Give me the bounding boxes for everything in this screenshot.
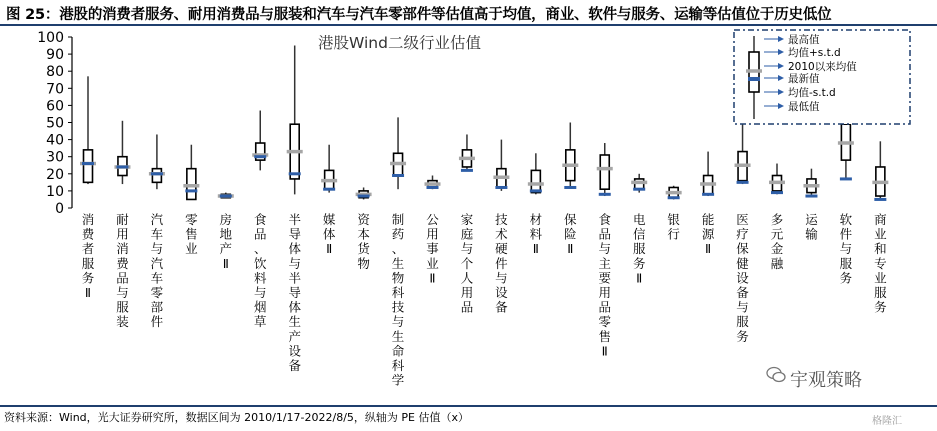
y-tick-label: 60 xyxy=(46,98,64,115)
box-24 xyxy=(872,141,888,199)
category-label: 运输 xyxy=(805,212,818,242)
y-tick-label: 80 xyxy=(46,64,64,81)
iqr-box xyxy=(600,155,609,189)
box-22 xyxy=(803,169,819,196)
box-9 xyxy=(356,187,372,199)
y-tick-label: 70 xyxy=(46,81,64,98)
category-label: 资本货物 xyxy=(357,212,370,271)
box-14 xyxy=(528,153,544,194)
box-8 xyxy=(321,145,337,193)
box-21 xyxy=(769,164,785,195)
legend-label: 均值+s.t.d xyxy=(788,47,841,59)
category-label: 电信服务 Ⅱ xyxy=(632,212,646,286)
watermark-small: 格隆汇 xyxy=(872,416,902,427)
category-label: 软件与服务 xyxy=(839,212,853,286)
iqr-box xyxy=(84,150,93,182)
category-label: 媒体 Ⅱ xyxy=(322,212,336,257)
category-label: 耐用消费品与服装 xyxy=(116,212,129,330)
box-1 xyxy=(80,76,96,184)
category-label: 多元金融 xyxy=(770,212,784,271)
category-label: 银行 xyxy=(667,212,680,242)
box-18 xyxy=(666,186,682,200)
category-label: 制药、生物科技与生命科学 xyxy=(391,212,405,388)
legend-label: 最高值 xyxy=(788,34,820,46)
category-label: 食品、饮料与烟草 xyxy=(253,212,267,330)
box-19 xyxy=(700,152,716,196)
box-17 xyxy=(631,174,647,193)
legend-frame xyxy=(734,30,910,124)
legend xyxy=(734,30,910,124)
category-label: 技术硬件与设备 xyxy=(495,212,508,315)
box-4 xyxy=(183,145,199,200)
box-5 xyxy=(218,193,234,198)
category-label: 商业和专业服务 xyxy=(874,212,887,315)
box-10 xyxy=(390,117,406,189)
box-11 xyxy=(425,176,441,190)
category-label: 能源 Ⅱ xyxy=(701,212,715,257)
legend-label: 2010以来均值 xyxy=(788,61,857,73)
category-label: 材料 Ⅱ xyxy=(529,212,543,257)
box-13 xyxy=(493,140,509,191)
y-tick-label: 30 xyxy=(46,149,64,166)
bottom-rule xyxy=(0,405,937,407)
category-label: 房地产 Ⅱ xyxy=(219,212,233,271)
category-label: 零售业 xyxy=(185,212,198,257)
y-tick-label: 100 xyxy=(37,30,64,46)
category-label: 医疗保健设备与服务 xyxy=(736,212,749,344)
category-label: 消费者服务 Ⅱ xyxy=(81,212,95,300)
y-axis xyxy=(37,30,72,217)
legend-label: 均值-s.t.d xyxy=(788,87,836,99)
y-tick-label: 40 xyxy=(46,132,64,149)
legend-label: 最低值 xyxy=(788,101,820,113)
figure-title: 图 25：港股的消费者服务、耐用消费品与服装和汽车与汽车零部件等估值高于均值，商业、软件与服务、运输等估值位于历史低位 xyxy=(6,7,832,23)
y-tick-label: 50 xyxy=(46,115,64,132)
category-label: 食品与主要用品零售 Ⅱ xyxy=(598,212,612,359)
x-axis-labels xyxy=(82,212,887,388)
box-15 xyxy=(562,123,578,188)
box-6 xyxy=(252,111,268,171)
y-tick-label: 0 xyxy=(55,201,64,217)
wechat-logo-icon xyxy=(766,366,786,384)
category-label: 家庭与个人用品 xyxy=(460,212,474,315)
box-2 xyxy=(114,121,130,184)
iqr-box xyxy=(531,170,540,192)
watermark-text: 宇观策略 xyxy=(790,370,862,391)
chart-title: 港股Wind二级行业估值 xyxy=(318,34,481,52)
box-12 xyxy=(459,134,475,170)
y-tick-label: 90 xyxy=(46,47,64,64)
y-tick-label: 20 xyxy=(46,166,64,183)
category-label: 公用事业 Ⅱ xyxy=(426,212,439,286)
category-label: 半导体与半导体生产设备 xyxy=(288,212,301,373)
box-3 xyxy=(149,134,165,189)
legend-label: 最新值 xyxy=(788,73,820,85)
box-16 xyxy=(597,143,613,196)
y-tick-label: 10 xyxy=(46,183,64,200)
source-note: 资料来源：Wind，光大证券研究所，数据区间为 2010/1/17-2022/8/5，纵轴为 PE 估值（x） xyxy=(4,411,470,424)
box-7 xyxy=(287,46,303,195)
category-label: 汽车与汽车零部件 xyxy=(150,212,164,330)
box-plot-chart xyxy=(0,26,937,404)
category-label: 保险 Ⅱ xyxy=(564,212,577,257)
